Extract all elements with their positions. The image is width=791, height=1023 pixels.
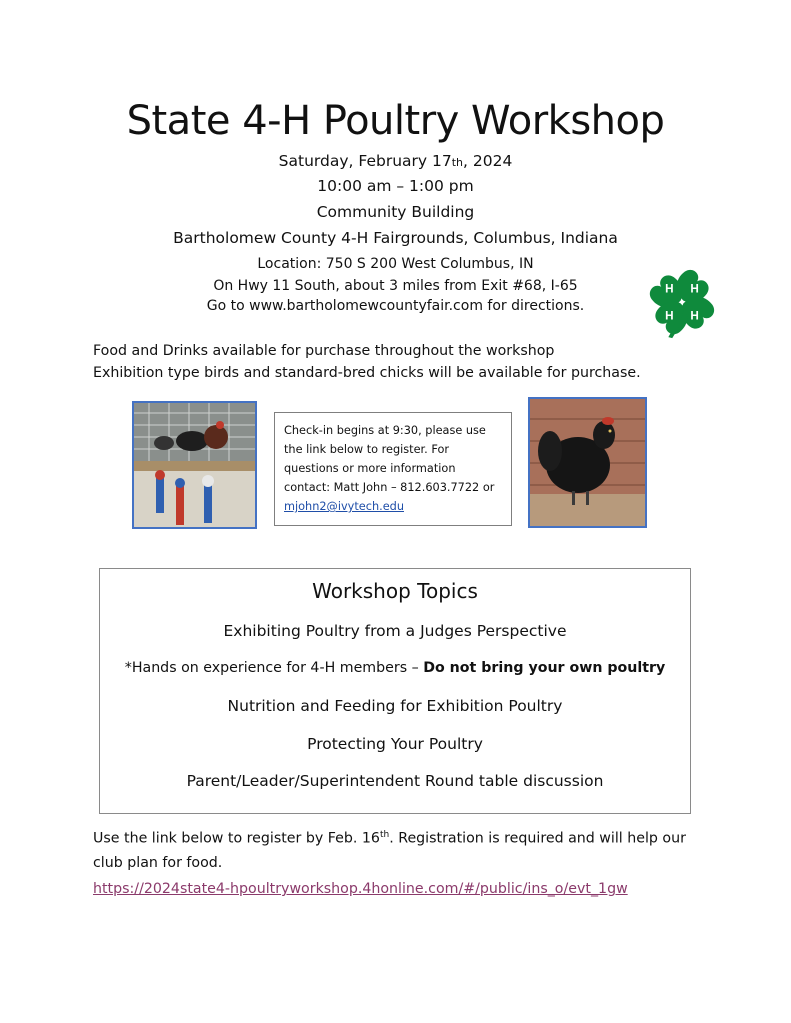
event-directions: Go to www.bartholomewcountyfair.com for directions. (206, 298, 585, 314)
svg-text:H: H (690, 282, 699, 296)
topic-hands-on-text: *Hands on experience for 4-H members – (124, 660, 424, 676)
topics-heading: Workshop Topics (312, 579, 478, 603)
registration-text-suffix: . Registration is required and will help our club plan for food. (93, 830, 686, 871)
topic-item: Parent/Leader/Superintendent Round table discussion (186, 772, 604, 790)
workshop-topics-box (99, 568, 691, 814)
contact-email-link[interactable]: mjohn2@ivytech.edu (284, 500, 404, 513)
date-suffix: th (451, 156, 464, 169)
registration-note (93, 823, 713, 875)
event-highway: On Hwy 11 South, about 3 miles from Exit #68, I-65 (213, 278, 578, 294)
event-time: 10:00 am – 1:00 pm (317, 177, 474, 195)
topic-warning: Do not bring your own poultry (423, 660, 666, 676)
birds-note: Exhibition type birds and standard-bred chicks will be available for purchase. (93, 365, 641, 381)
event-venue: Community Building (316, 203, 475, 221)
checkin-text: Check-in begins at 9:30, please use the link below to register. For questions or more information contact: Matt John – 812.603.7722 or (284, 424, 495, 494)
4h-clover-icon (643, 262, 721, 342)
topic-item: Exhibiting Poultry from a Judges Perspective (223, 622, 567, 640)
date-prefix: Saturday, February 17 (278, 152, 452, 170)
svg-text:H: H (665, 309, 674, 323)
svg-text:H: H (665, 282, 674, 296)
food-note: Food and Drinks available for purchase throughout the workshop (93, 343, 555, 359)
registration-text-sup: th (379, 830, 390, 840)
poultry-show-photo (132, 401, 257, 529)
svg-text:H: H (690, 309, 699, 323)
date-year: , 2024 (463, 152, 513, 170)
topic-item: Nutrition and Feeding for Exhibition Poultry (227, 697, 563, 715)
black-hen-photo (528, 397, 647, 528)
registration-link[interactable]: https://2024state4-hpoultryworkshop.4honline.com/#/public/ins_o/evt_1gw (93, 881, 628, 897)
event-location: Location: 750 S 200 West Columbus, IN (257, 256, 534, 272)
registration-text-prefix: Use the link below to register by Feb. 16 (93, 830, 380, 847)
topic-item: Protecting Your Poultry (307, 735, 483, 753)
page-title: State 4-H Poultry Workshop (126, 98, 665, 144)
event-date (0, 152, 791, 170)
checkin-box (274, 412, 512, 526)
topic-item-hands-on (100, 660, 690, 676)
event-grounds: Bartholomew County 4-H Fairgrounds, Columbus, Indiana (173, 229, 618, 247)
